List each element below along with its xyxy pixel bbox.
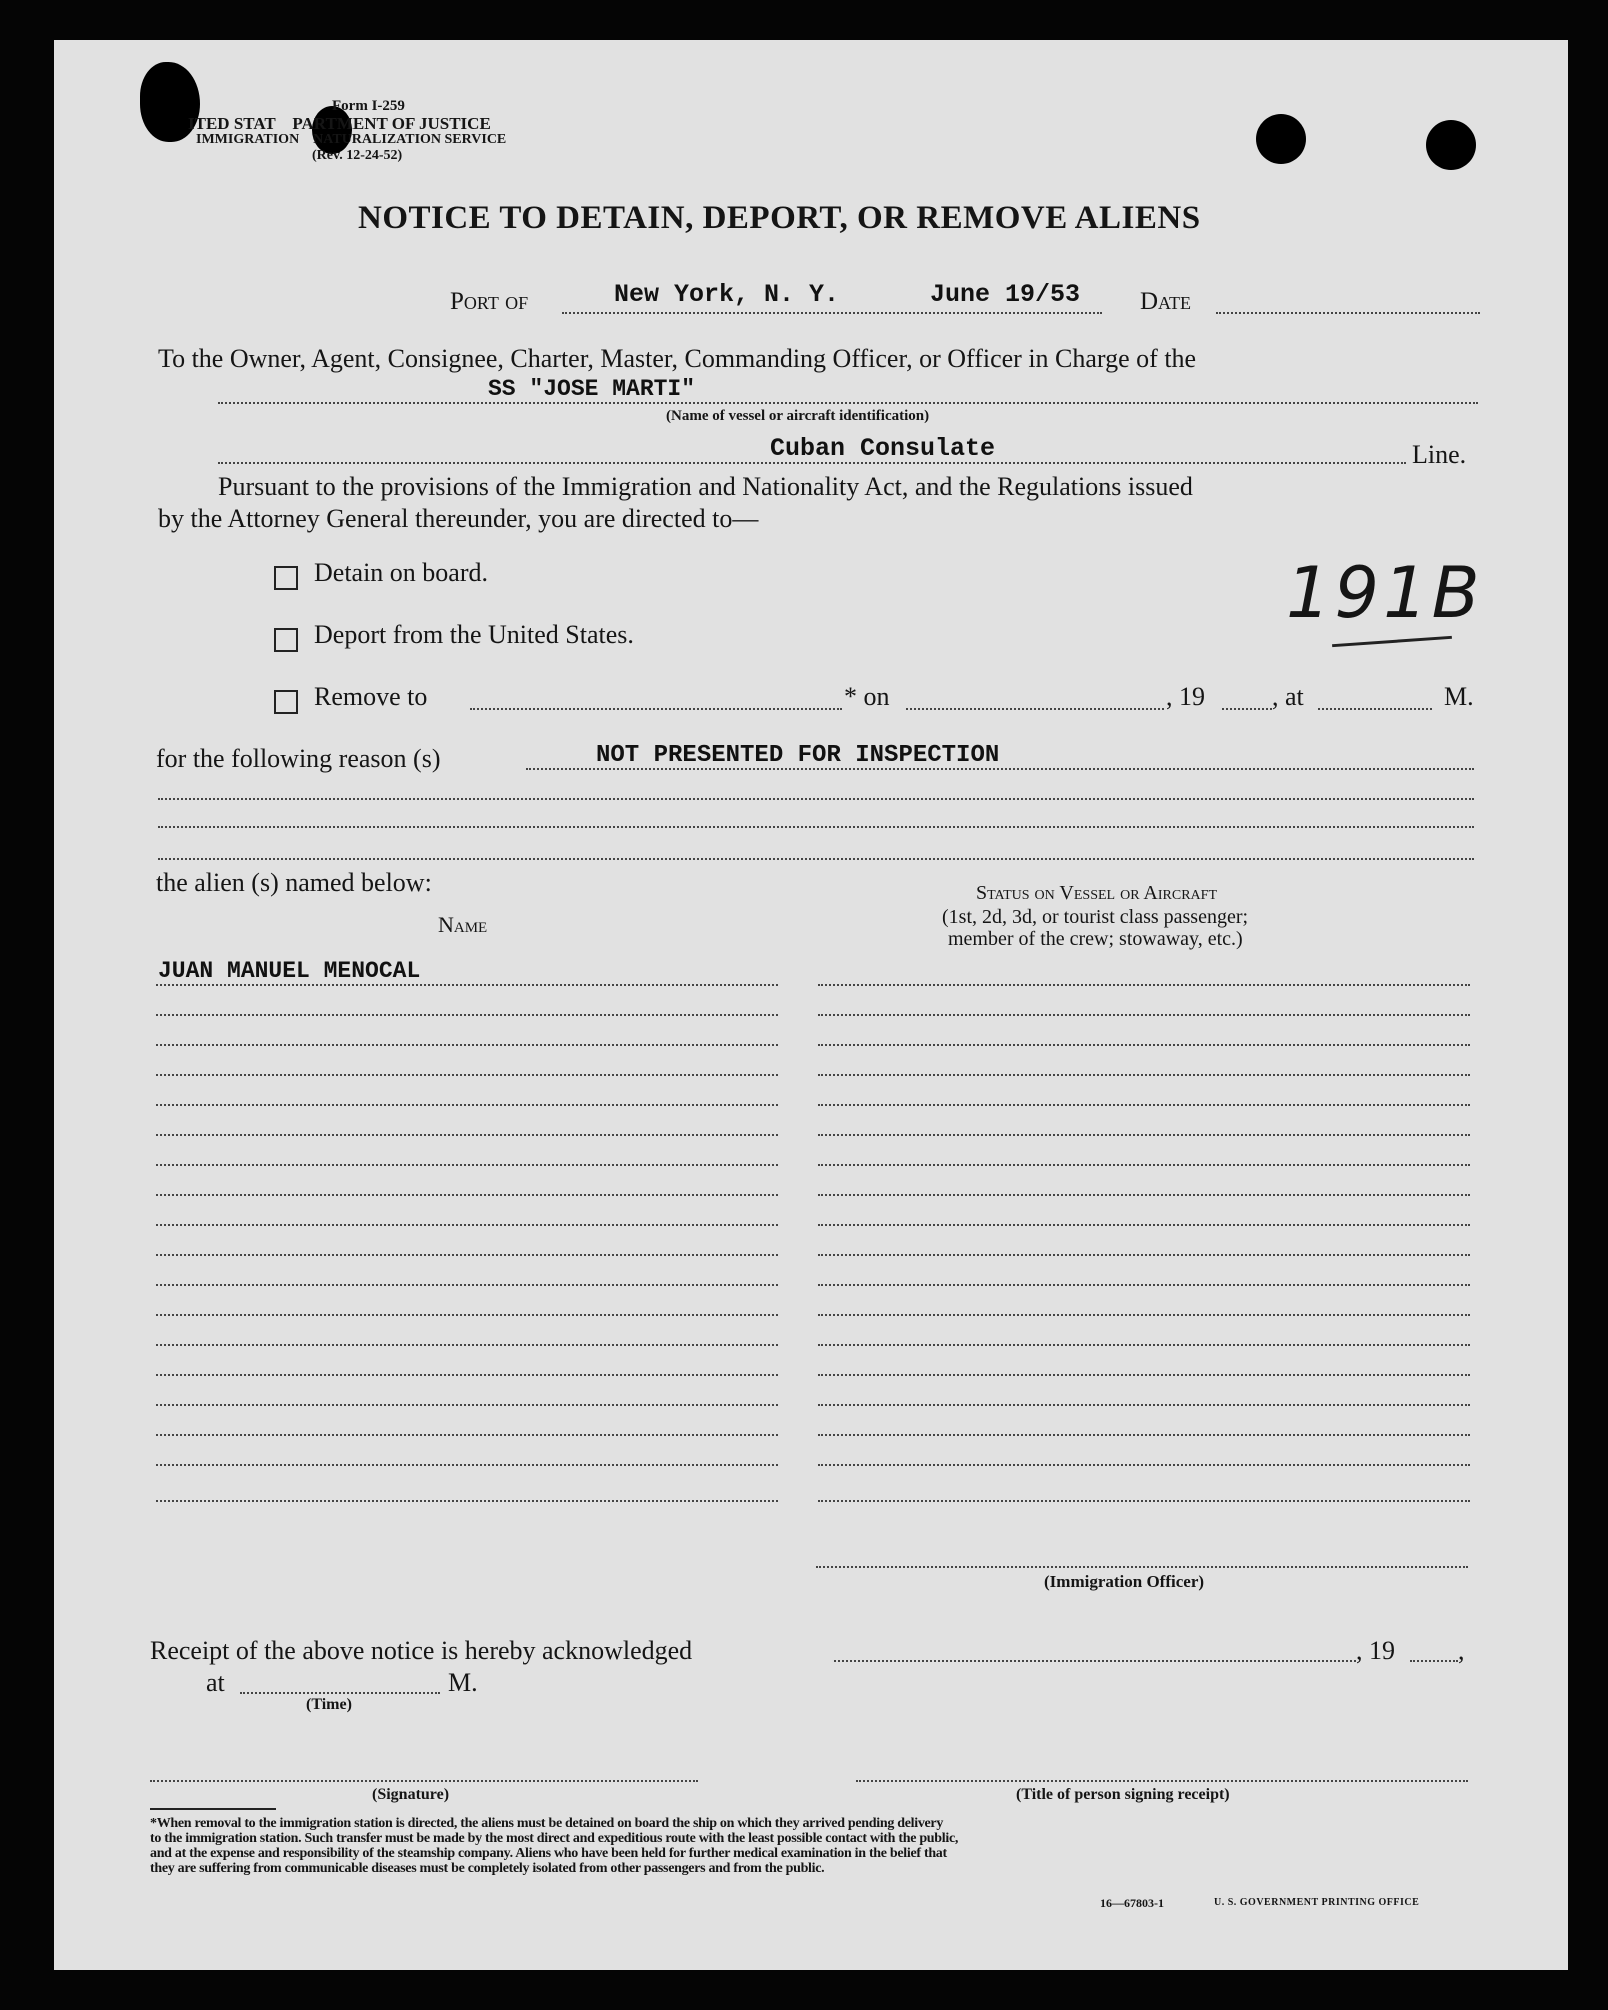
printer-imprint: U. S. GOVERNMENT PRINTING OFFICE [1214,1897,1420,1908]
remove-on-label: * on [844,682,890,711]
status-line [818,1500,1470,1502]
remove-m-label: M. [1444,682,1474,711]
footnote-line-2: to the immigration station. Such transfer must be made by the most direct and expeditious route with the least possible contact with the public, [150,1831,959,1846]
remove-at-label: , at [1272,682,1304,711]
status-line [818,1404,1470,1406]
punch-hole-right2 [1426,120,1476,170]
name-line [156,984,778,986]
addressee-line: To the Owner, Agent, Consignee, Charter, Master, Commanding Officer, or Officer in Charge of the [158,344,1197,373]
pursuant-line-1: Pursuant to the provisions of the Immigration and Nationality Act, and the Regulations issued [218,472,1193,501]
status-line [818,1194,1470,1196]
footnote-line-3: and at the expense and responsibility of the steamship company. Aliens who have been held for further medical examination in the belief that [150,1846,947,1861]
name-line [156,1374,778,1376]
reason-line-2 [158,798,1474,800]
name-line [156,1314,778,1316]
status-line [818,1164,1470,1166]
reason-label: for the following reason (s) [156,744,441,773]
receipt-text: Receipt of the above notice is hereby acknowledged [150,1636,693,1665]
receipt-time-line [240,1692,440,1694]
status-line [818,1104,1470,1106]
status-line [818,1044,1470,1046]
status-line [818,984,1470,986]
signature-caption: (Signature) [372,1786,450,1803]
footnote-rule [150,1808,276,1810]
name-line [156,1464,778,1466]
date-line [1216,312,1480,314]
receipt-at-label: at [206,1668,225,1697]
date-label: Date [1140,288,1192,315]
name-line [156,1014,778,1016]
name-line [156,1434,778,1436]
vessel-name: SS "JOSE MARTI" [488,376,696,402]
name-line [156,1074,778,1076]
reason-line-3 [158,826,1474,828]
status-line [818,1224,1470,1226]
form-number: Form I-259 [332,98,405,114]
name-line [156,1224,778,1226]
receipt-comma: , [1458,1636,1465,1665]
port-value: New York, N. Y. [614,280,840,309]
vessel-line [218,402,1478,404]
reason-line-4 [158,858,1474,860]
line-underline [218,462,1406,464]
title-signing-caption: (Title of person signing receipt) [1016,1786,1230,1803]
remove-year-label: , 19 [1166,682,1205,711]
officer-caption: (Immigration Officer) [1044,1572,1205,1591]
status-line [818,1074,1470,1076]
detain-label: Detain on board. [314,558,489,587]
department-line: ITED STAT PARTMENT OF JUSTICE [188,114,491,133]
receipt-year-label: , 19 [1356,1636,1395,1665]
status-line [818,1434,1470,1436]
line-label: Line. [1412,440,1467,469]
status-line [818,1314,1470,1316]
status-line [818,1374,1470,1376]
receipt-m-label: M. [448,1668,478,1697]
line-value: Cuban Consulate [770,434,996,463]
print-code: 16—67803-1 [1100,1896,1164,1910]
reason-line-1 [526,768,1474,770]
status-line [818,1254,1470,1256]
receipt-year-line [1410,1660,1458,1662]
deport-label: Deport from the United States. [314,620,634,649]
name-line [156,1500,778,1502]
status-line [818,1284,1470,1286]
port-line [562,312,1102,314]
status-line [818,1134,1470,1136]
status-header-line3: member of the crew; stowaway, etc.) [948,928,1243,950]
name-line [156,1404,778,1406]
name-line [156,1104,778,1106]
footnote-line-1: *When removal to the immigration station is directed, the aliens must be detained on board the ship on which they arrived pending delivery [150,1816,944,1831]
revision-line: (Rev. 12-24-52) [312,148,403,163]
name-line [156,1044,778,1046]
title-signing-line [856,1780,1468,1782]
footnote-line-4: they are suffering from communicable diseases must be completely isolated from other passengers and from the public. [150,1861,825,1876]
name-line [156,1134,778,1136]
name-line [156,1344,778,1346]
signature-line [150,1780,698,1782]
officer-signature-line [816,1566,1468,1568]
service-line: IMMIGRATION NATURALIZATION SERVICE [196,132,507,147]
receipt-date-line [834,1660,1356,1662]
remove-date-line [906,708,1164,710]
punch-hole-right1 [1256,114,1306,164]
remove-destination-line [470,708,842,710]
name-column-header: Name [438,912,488,937]
form-page [54,40,1568,1970]
alien-name: JUAN MANUEL MENOCAL [158,958,421,984]
deport-checkbox[interactable] [274,628,298,652]
name-line [156,1254,778,1256]
vessel-caption: (Name of vessel or aircraft identification) [666,408,930,424]
remove-time-line [1318,708,1432,710]
remove-label: Remove to [314,682,428,711]
aliens-named-label: the alien (s) named below: [156,868,432,897]
detain-checkbox[interactable] [274,566,298,590]
handwritten-note: 191B [1286,552,1484,634]
remove-year-line [1222,708,1272,710]
name-line [156,1194,778,1196]
status-line [818,1014,1470,1016]
time-caption: (Time) [306,1696,352,1713]
port-label: Port of [450,288,529,315]
date-typed: June 19/53 [930,280,1081,309]
name-line [156,1284,778,1286]
name-line [156,1164,778,1166]
status-header-line1: Status on Vessel or Aircraft [976,882,1218,904]
status-header-line2: (1st, 2d, 3d, or tourist class passenger; [942,906,1249,928]
reason-value: NOT PRESENTED FOR INSPECTION [596,742,1000,769]
status-line [818,1464,1470,1466]
remove-checkbox[interactable] [274,690,298,714]
pursuant-line-2: by the Attorney General thereunder, you are directed to— [158,504,759,533]
status-line [818,1344,1470,1346]
page-title: NOTICE TO DETAIN, DEPORT, OR REMOVE ALIENS [358,200,1201,236]
